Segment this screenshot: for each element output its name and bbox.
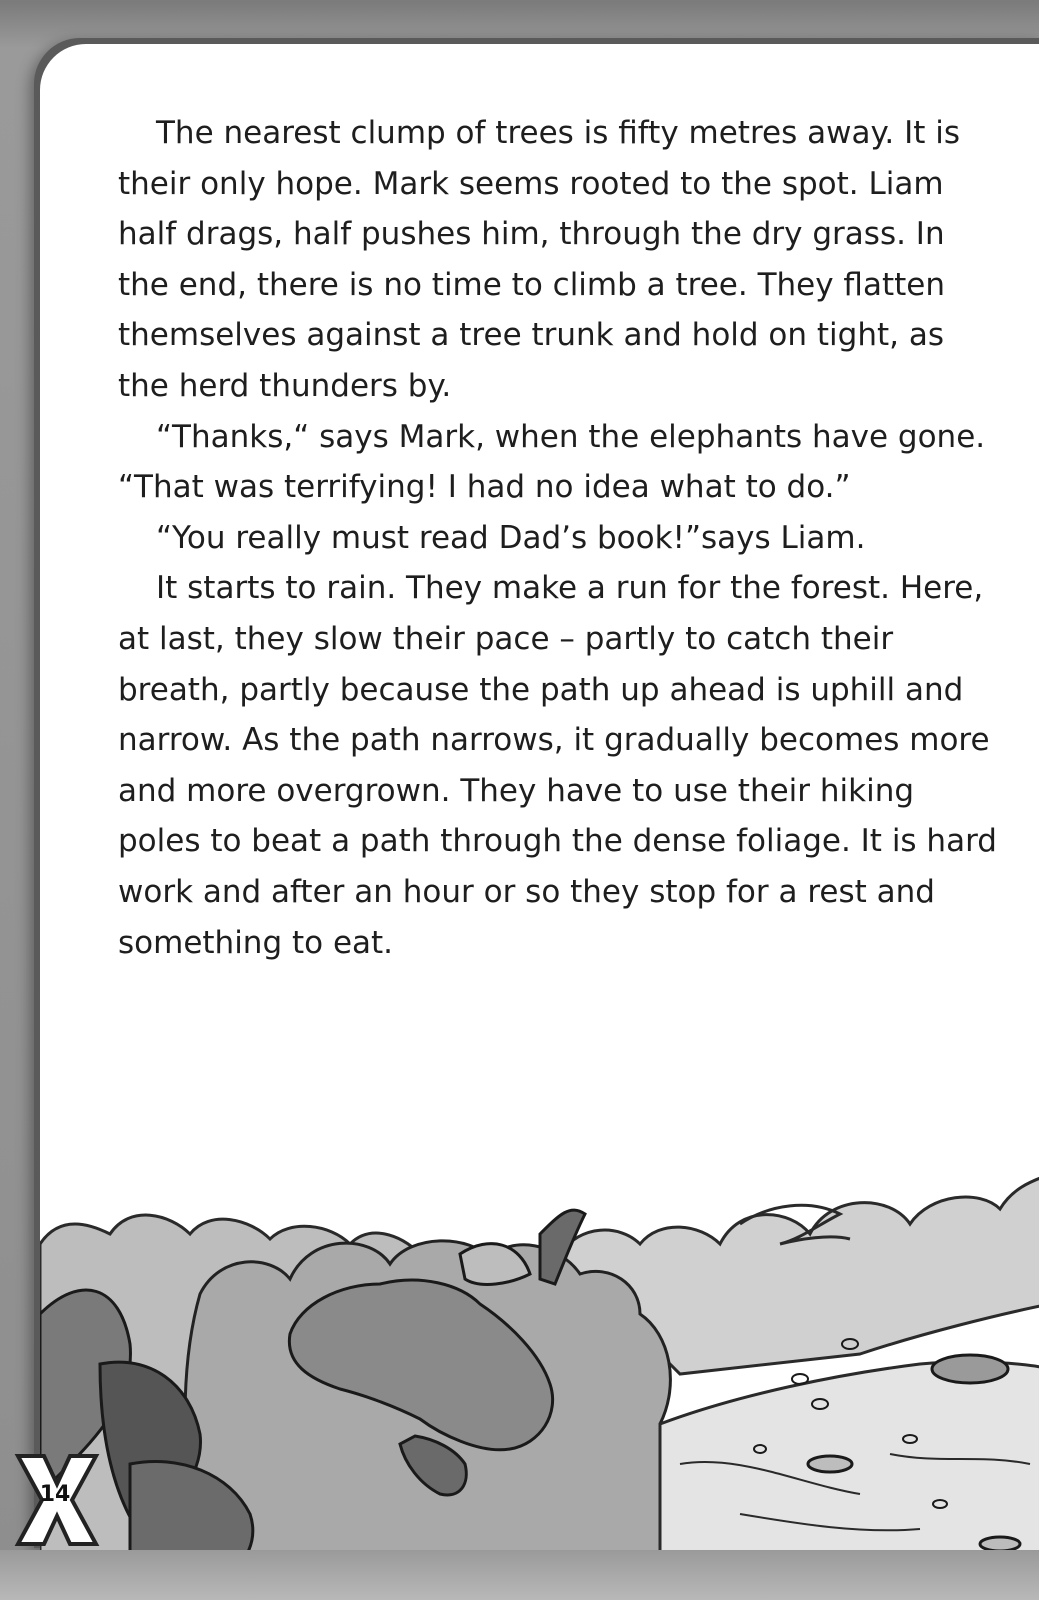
story-paragraph-2: “Thanks,“ says Mark, when the elephants have gone. “That was terrifying! I had no idea what to do.” [118,418,986,506]
stone-2 [808,1456,852,1472]
stone-3 [980,1537,1020,1551]
stone-1 [932,1355,1008,1383]
page-number: 14 [39,1482,71,1507]
story-paragraph-3: “You really must read Dad’s book!”says Liam. [156,519,866,556]
forest-path [660,1362,1039,1554]
story-paragraph-4: It starts to rain. They make a run for the forest. Here, at last, they slow their pace – partly to catch their breath, partly because the path up ahead is uphill and narrow. As the path narrows, it gradually becomes more and more overgrown. They have to use their hiking poles to beat a path through the dense foliage. It is hard work and after an hour or so they stop for a rest and something to eat. [118,570,997,961]
bottom-frame-bar [0,1550,1039,1600]
pebble-2 [792,1374,808,1384]
story-text [118,108,998,968]
story-paragraph-1: The nearest clump of trees is fifty metres away. It is their only hope. Mark seems rooted to the spot. Liam half drags, half pushes him, through the dry grass. In the end, there is no time to climb a tree. They flatten themselves against a tree trunk and hold on tight, as the herd thunders by. [118,115,960,404]
page-sheet [40,44,1039,1554]
forest-illustration [40,1164,1039,1554]
